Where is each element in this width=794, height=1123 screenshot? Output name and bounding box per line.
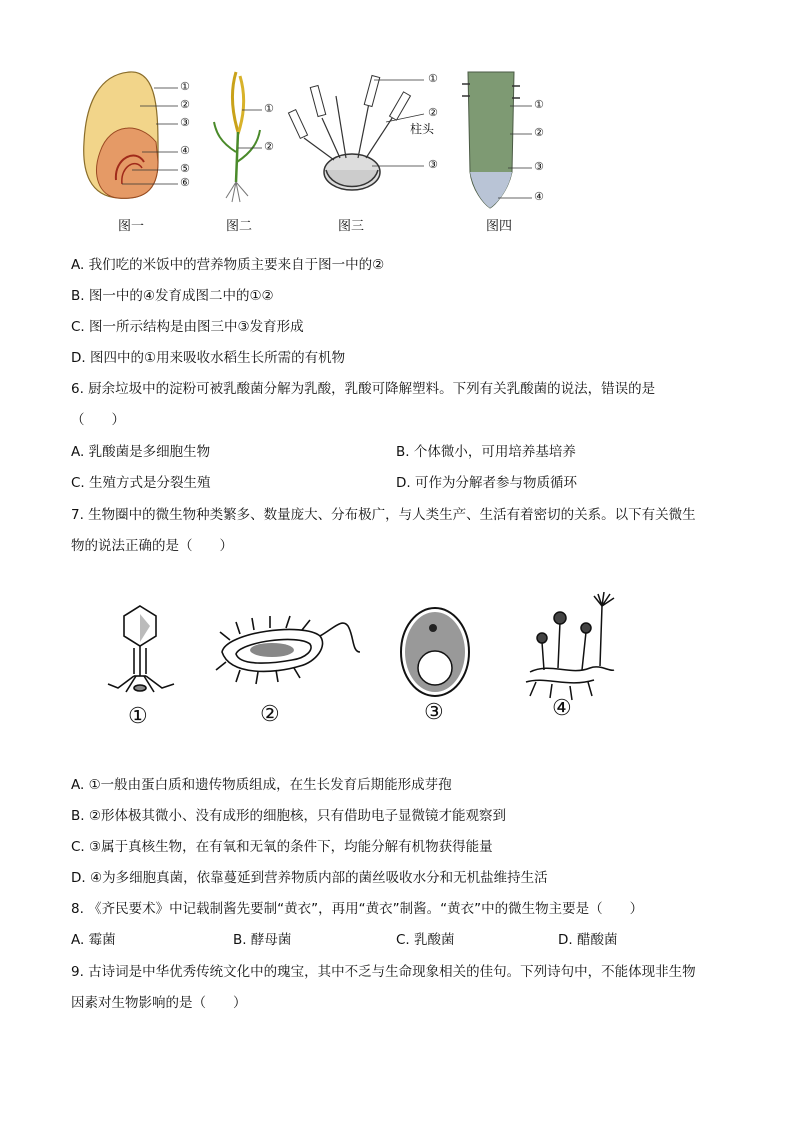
rice-plant-illustration <box>214 72 262 202</box>
yeast-illustration <box>401 608 469 696</box>
mold-illustration <box>526 592 614 700</box>
microbe-label-2: ② <box>260 702 280 727</box>
q8-option-c: C. 乳酸菌 <box>396 932 455 948</box>
q6-stem-line1: 6. 厨余垃圾中的淀粉可被乳酸菌分解为乳酸，乳酸可降解塑料。下列有关乳酸菌的说法，错误的是 <box>71 381 656 397</box>
q7-option-d: D. ④为多细胞真菌，依靠蔓延到营养物质内部的菌丝吸收水分和无机盐维持生活 <box>71 870 548 886</box>
figure-row-top <box>70 62 610 237</box>
flower-pistil-illustration <box>288 75 424 190</box>
fig4-label-2: ② <box>534 126 544 139</box>
fig2-caption: 图二 <box>226 219 253 234</box>
rice-seed-illustration <box>84 72 178 198</box>
q7-option-a: A. ①一般由蛋白质和遗传物质组成，在生长发育后期能形成芽孢 <box>71 777 452 793</box>
q6-option-a: A. 乳酸菌是多细胞生物 <box>71 444 211 460</box>
q7-option-c: C. ③属于真核生物，在有氧和无氧的条件下，均能分解有机物获得能量 <box>71 839 493 855</box>
q8-option-b: B. 酵母菌 <box>233 932 292 948</box>
q6-option-d: D. 可作为分解者参与物质循环 <box>396 475 577 491</box>
q9-stem-line2: 因素对生物影响的是（ ） <box>71 995 247 1011</box>
q6-stem-line2: （ ） <box>71 412 125 428</box>
fig1-label-6: ⑥ <box>180 176 190 189</box>
q8-option-d: D. 醋酸菌 <box>558 932 618 948</box>
root-tip-illustration <box>462 72 532 208</box>
fig4-label-1: ① <box>534 98 544 111</box>
fig3-label-2: ② <box>428 106 438 119</box>
fig1-label-1: ① <box>180 80 190 93</box>
fig4-caption: 图四 <box>486 219 513 234</box>
q8-option-a: A. 霉菌 <box>71 932 116 948</box>
fig1-label-3: ③ <box>180 116 190 129</box>
q5-option-d: D. 图四中的①用来吸收水稻生长所需的有机物 <box>71 350 346 366</box>
q5-option-a: A. 我们吃的米饭中的营养物质主要来自于图一中的② <box>71 257 385 273</box>
microbe-figure-row <box>90 592 630 742</box>
fig3-caption: 图三 <box>338 219 365 234</box>
microbe-label-1: ① <box>128 704 148 729</box>
bacterium-illustration <box>216 616 360 684</box>
bacteriophage-illustration <box>108 606 174 692</box>
q6-option-b: B. 个体微小，可用培养基培养 <box>396 444 576 460</box>
figure-illustrations <box>70 62 610 237</box>
fig1-label-4: ④ <box>180 144 190 157</box>
fig1-label-2: ② <box>180 98 190 111</box>
fig1-label-5: ⑤ <box>180 162 190 175</box>
fig3-label-1: ① <box>428 72 438 85</box>
microbe-label-3: ③ <box>424 700 444 725</box>
microbe-label-4: ④ <box>552 696 572 721</box>
q6-option-c: C. 生殖方式是分裂生殖 <box>71 475 211 491</box>
q7-stem-line1: 7. 生物圈中的微生物种类繁多、数量庞大、分布极广，与人类生产、生活有着密切的关系。以下有关微生 <box>71 507 696 523</box>
q9-stem-line1: 9. 古诗词是中华优秀传统文化中的瑰宝，其中不乏与生命现象相关的佳句。下列诗句中，不能体现非生物 <box>71 964 696 980</box>
fig4-label-4: ④ <box>534 190 544 203</box>
q8-stem: 8. 《齐民要术》中记载制酱先要制“黄衣”，再用“黄衣”制酱。“黄衣”中的微生物主要是（ ） <box>71 901 644 917</box>
fig4-label-3: ③ <box>534 160 544 173</box>
fig2-label-1: ① <box>264 102 274 115</box>
fig1-caption: 图一 <box>118 219 145 234</box>
microbe-illustrations <box>90 592 630 742</box>
fig3-stigma-label: 柱头 <box>410 122 435 136</box>
fig3-label-3: ③ <box>428 158 438 171</box>
q7-option-b: B. ②形体极其微小、没有成形的细胞核，只有借助电子显微镜才能观察到 <box>71 808 506 824</box>
q7-stem-line2: 物的说法正确的是（ ） <box>71 538 233 554</box>
q5-option-c: C. 图一所示结构是由图三中③发育形成 <box>71 319 304 335</box>
q5-option-b: B. 图一中的④发育成图二中的①② <box>71 288 274 304</box>
fig2-label-2: ② <box>264 140 274 153</box>
